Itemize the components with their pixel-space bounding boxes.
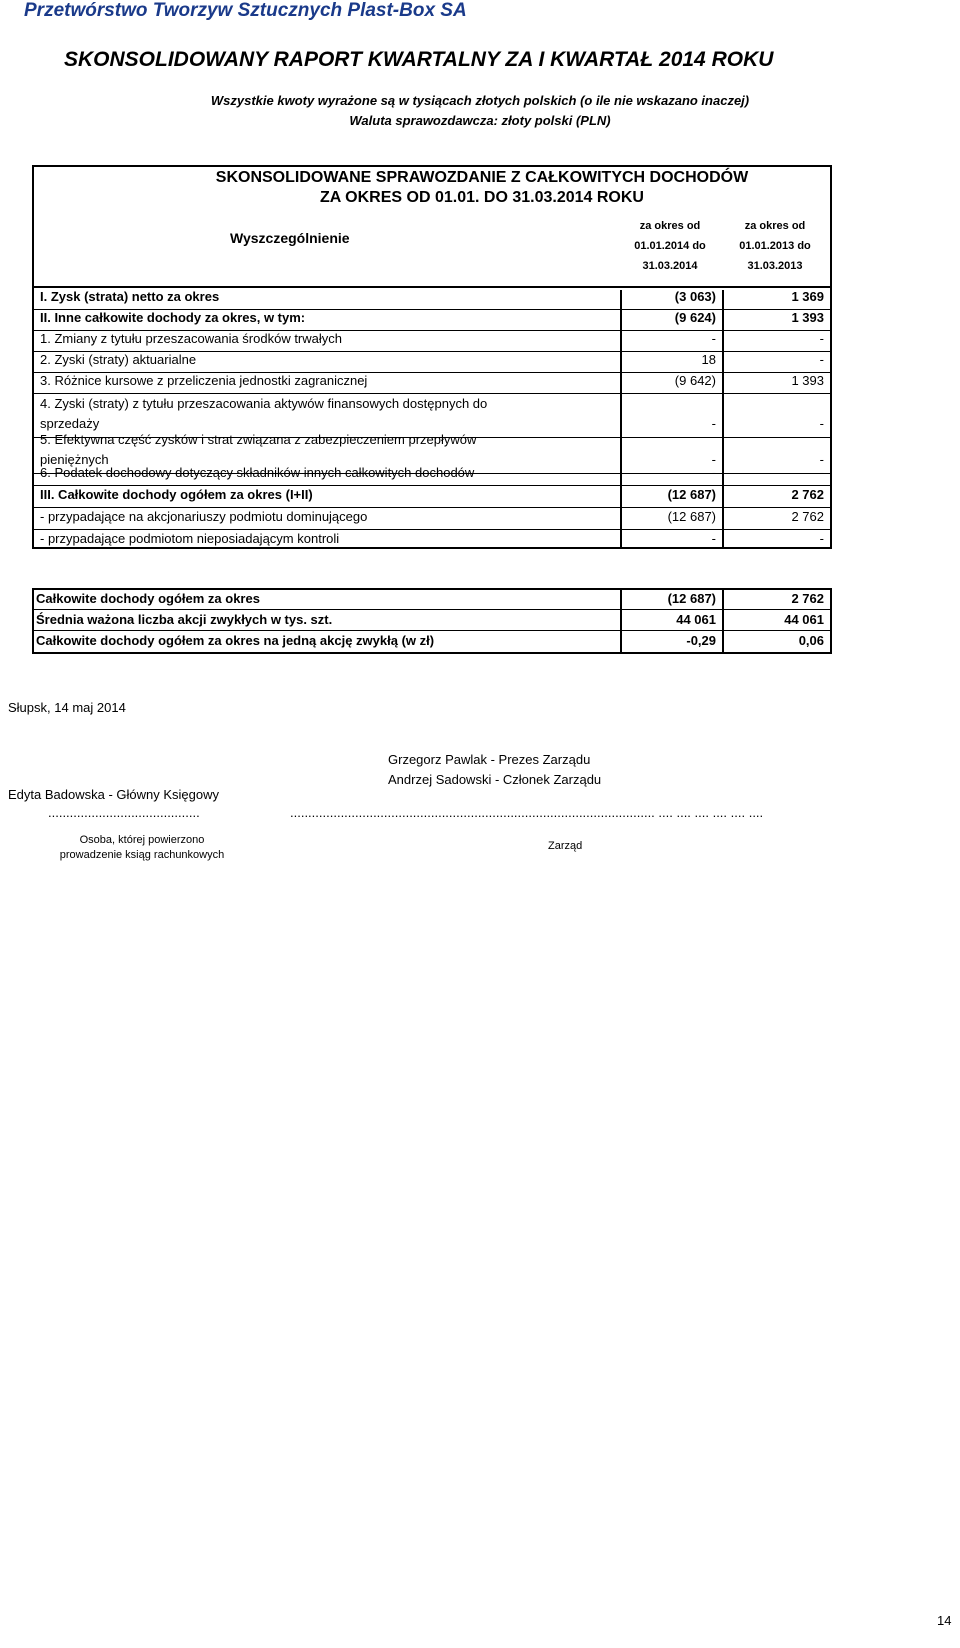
value-2014: - — [711, 465, 716, 480]
statement-row-label: - przypadające podmiotom nieposiadającym kontroli — [40, 531, 340, 546]
statement-row-label: 3. Różnice kursowe z przeliczenia jednostki zagranicznej — [40, 373, 368, 388]
value-2013: 1 393 — [791, 310, 824, 325]
signature-line-board: ..................................................................................................... .... .... .... .... .... .... — [290, 805, 764, 820]
summary-value-2014: (12 687) — [667, 591, 716, 606]
summary-value-2013: 44 061 — [784, 612, 824, 627]
statement-row-label: 5. Efektywna część zysków i strat związana z zabezpieczeniem przepływów pieniężnych — [40, 432, 477, 467]
value-2013: - — [819, 352, 824, 367]
place-and-date: Słupsk, 14 maj 2014 — [8, 700, 126, 715]
value-2014: (12 687) — [667, 487, 716, 502]
currency-note: Wszystkie kwoty wyrażone są w tysiącach złotych polskich (o ile nie wskazano inaczej) — [210, 93, 750, 108]
signature-caption-board: Zarząd — [548, 840, 583, 852]
reporting-currency-note: Waluta sprawozdawcza: złoty polski (PLN) — [349, 113, 611, 128]
value-2014: (9 624) — [674, 310, 716, 325]
value-2013: 2 762 — [791, 509, 824, 524]
value-2013: 1 369 — [791, 289, 824, 304]
statement-row-label: - przypadające na akcjonariuszy podmiotu dominującego — [40, 509, 368, 524]
statement-row-label: 1. Zmiany z tytułu przeszacowania środków trwałych — [40, 331, 343, 346]
value-2014: (3 063) — [674, 289, 716, 304]
value-2013: 2 762 — [791, 487, 824, 502]
value-2014: (9 642) — [674, 373, 716, 388]
value-2014: - — [711, 416, 716, 431]
summary-row-label: Całkowite dochody ogółem za okres na jedną akcję zwykłą (w zł) — [36, 633, 435, 648]
statement-row-label: 2. Zyski (straty) aktuarialne — [40, 352, 197, 367]
value-2013: - — [819, 465, 824, 480]
value-2013: 1 393 — [791, 373, 824, 388]
value-2013: - — [819, 331, 824, 346]
value-2014: 18 — [701, 352, 716, 367]
report-title: SKONSOLIDOWANY RAPORT KWARTALNY ZA I KWARTAŁ 2014 ROKU — [64, 48, 774, 71]
statement-title: SKONSOLIDOWANE SPRAWOZDANIE Z CAŁKOWITYCH DOCHODÓW — [215, 169, 749, 186]
header-separator — [32, 286, 832, 288]
page-number: 14 — [937, 1613, 952, 1628]
summary-row-label: Średnia ważona liczba akcji zwykłych w tys. szt. — [36, 612, 333, 627]
signatory-chief-accountant: Edyta Badowska - Główny Księgowy — [8, 787, 219, 802]
statement-row-label: III. Całkowite dochody ogółem za okres (I+II) — [40, 487, 313, 502]
column-header-2014: za okres od 01.01.2014 do 31.03.2014 — [634, 220, 706, 272]
signatory-board-member: Andrzej Sadowski - Członek Zarządu — [388, 772, 602, 787]
summary-value-2013: 0,06 — [798, 633, 824, 648]
summary-row-label: Całkowite dochody ogółem za okres — [36, 591, 260, 606]
value-2013: - — [819, 531, 824, 546]
value-2014: - — [711, 331, 716, 346]
summary-value-2014: 44 061 — [676, 612, 716, 627]
value-2014: - — [711, 531, 716, 546]
summary-column-divider — [722, 588, 724, 654]
column-header-description: Wyszczególnienie — [230, 230, 350, 246]
statement-period: ZA OKRES OD 01.01. DO 31.03.2014 ROKU — [320, 189, 644, 206]
value-2014: (12 687) — [667, 509, 716, 524]
value-2013: - — [819, 452, 824, 467]
statement-row-label: 6. Podatek dochodowy dotyczący składników innych całkowitych dochodów — [40, 465, 475, 480]
statement-row-label: II. Inne całkowite dochody za okres, w tym: — [40, 310, 306, 325]
signature-caption-accountant: Osoba, której powierzono prowadzenie ksiąg rachunkowych — [59, 834, 225, 861]
signatory-president: Grzegorz Pawlak - Prezes Zarządu — [388, 752, 591, 767]
summary-value-2014: -0,29 — [686, 633, 716, 648]
summary-value-2013: 2 762 — [791, 591, 824, 606]
statement-row-label: 4. Zyski (straty) z tytułu przeszacowania aktywów finansowych dostępnych do sprzedaży — [40, 396, 488, 431]
company-name: Przetwórstwo Tworzyw Sztucznych Plast-Box SA — [24, 0, 467, 21]
summary-column-divider — [620, 588, 622, 654]
column-header-2013: za okres od 01.01.2013 do 31.03.2013 — [739, 220, 811, 272]
value-2013: - — [819, 416, 824, 431]
value-2014: - — [711, 452, 716, 467]
statement-row-label: I. Zysk (strata) netto za okres — [40, 289, 220, 304]
signature-line-accountant: .......................................... — [48, 805, 200, 820]
